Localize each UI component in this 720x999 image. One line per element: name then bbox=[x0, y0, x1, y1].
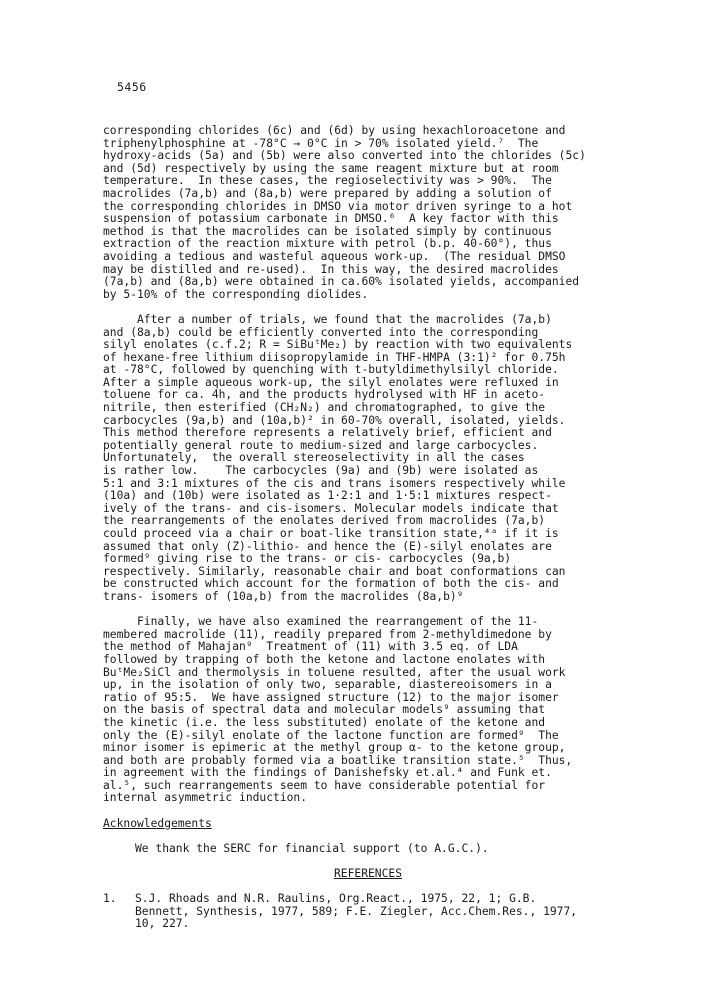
text-line: potentially general route to medium-sized and large carbocycles. bbox=[103, 438, 539, 452]
text-line: corresponding chlorides (6c) and (6d) by using hexachloroacetone and bbox=[103, 124, 566, 137]
text-line: followed by trapping of both the ketone and lactone enolates with bbox=[103, 652, 546, 666]
text-line: may be distilled and re-used). In this way, the desired macrolides bbox=[103, 262, 559, 276]
paragraph bbox=[103, 314, 633, 604]
text-line: nitrile, then esterified (CH₂N₂) and chromatographed, to give the bbox=[103, 401, 546, 415]
text-line: is rather low. The carbocycles (9a) and (9b) were isolated as bbox=[103, 464, 539, 478]
text-line: the kinetic (i.e. the less substituted) enolate of the ketone and bbox=[103, 715, 546, 729]
text-line: the corresponding chlorides in DMSO via motor driven syringe to a hot bbox=[103, 199, 573, 213]
text-line: carbocycles (9a,b) and (10a,b)² in 60-70% overall, isolated, yields. bbox=[103, 413, 566, 427]
text-line: and both are probably formed via a boatlike transition state.⁵ Thus, bbox=[103, 753, 573, 767]
text-line: After a simple aqueous work-up, the silyl enolates were refluxed in bbox=[103, 375, 559, 389]
text-line: suspension of potassium carbonate in DMSO.⁶ A key factor with this bbox=[103, 212, 559, 226]
text-line: 10, 227. bbox=[135, 917, 190, 931]
text-line: Finally, we have also examined the rearrangement of the 11- bbox=[103, 615, 539, 629]
text-line: (7a,b) and (8a,b) were obtained in ca.60% isolated yields, accompanied bbox=[103, 275, 580, 289]
text-line: and (8a,b) could be efficiently converted into the corresponding bbox=[103, 325, 539, 339]
acknowledgements-text: We thank the SERC for financial support (to A.G.C.). bbox=[135, 841, 489, 855]
page-number: 5456 bbox=[117, 80, 147, 94]
text-line: be constructed which account for the formation of both the cis- and bbox=[103, 577, 559, 591]
text-line: avoiding a tedious and wasteful aqueous work-up. (The residual DMSO bbox=[103, 249, 566, 263]
article-body bbox=[103, 125, 633, 931]
text-line: internal asymmetric induction. bbox=[103, 791, 308, 805]
text-line: Bennett, Synthesis, 1977, 589; F.E. Ziegler, Acc.Chem.Res., 1977, bbox=[135, 904, 578, 918]
reference-text bbox=[135, 893, 633, 931]
text-line: method is that the macrolides can be isolated simply by continuous bbox=[103, 224, 552, 238]
paragraph-spacer bbox=[103, 830, 633, 843]
text-line: ively of the trans- and cis-isomers. Molecular models indicate that bbox=[103, 501, 559, 515]
text-line: 5:1 and 3:1 mixtures of the cis and trans isomers respectively while bbox=[103, 476, 566, 490]
text-line: the rearrangements of the enolates derived from macrolides (7a,b) bbox=[103, 514, 546, 528]
text-line: on the basis of spectral data and molecular models⁹ assuming that bbox=[103, 703, 546, 717]
reference-item bbox=[103, 893, 633, 931]
acknowledgements-heading: Acknowledgements bbox=[103, 816, 212, 830]
text-line: assumed that only (Z)-lithio- and hence the (E)-silyl enolates are bbox=[103, 539, 552, 553]
text-line: and (5d) respectively by using the same reagent mixture but at room bbox=[103, 161, 559, 175]
text-line: Unfortunately, the overall stereoselectivity in all the cases bbox=[103, 451, 525, 465]
paragraph-spacer bbox=[103, 805, 633, 818]
text-line: by 5-10% of the corresponding diolides. bbox=[103, 287, 369, 301]
text-line: only the (E)-silyl enolate of the lactone function are formed⁹ The bbox=[103, 728, 559, 742]
text-line: (10a) and (10b) were isolated as 1·2:1 and 1·5:1 mixtures respect- bbox=[103, 489, 552, 503]
text-line: temperature. In these cases, the regioselectivity was > 90%. The bbox=[103, 174, 552, 188]
text-line: After a number of trials, we found that the macrolides (7a,b) bbox=[103, 312, 552, 326]
text-line: toluene for ca. 4h, and the products hydrolysed with HF in aceto- bbox=[103, 388, 546, 402]
text-line: al.⁵, such rearrangements seem to have considerable potential for bbox=[103, 778, 546, 792]
text-line: extraction of the reaction mixture with petrol (b.p. 40-60°), thus bbox=[103, 237, 552, 251]
text-line: membered macrolide (11), readily prepared from 2-methyldimedone by bbox=[103, 627, 552, 641]
text-line: ratio of 95:5. We have assigned structure (12) to the major isomer bbox=[103, 690, 559, 704]
text-line: the method of Mahajan⁹ Treatment of (11) with 3.5 eq. of LDA bbox=[103, 640, 518, 654]
paragraph bbox=[103, 125, 633, 301]
text-line: This method therefore represents a relatively brief, efficient and bbox=[103, 426, 552, 440]
text-line: macrolides (7a,b) and (8a,b) were prepared by adding a solution of bbox=[103, 186, 552, 200]
paragraph bbox=[103, 616, 633, 805]
text-line: could proceed via a chair or boat-like transition state,⁴ᵃ if it is bbox=[103, 527, 559, 540]
text-line: triphenylphosphine at -78°C → 0°C in > 70% isolated yield.⁷ The bbox=[103, 136, 539, 150]
text-line: at -78°C, followed by quenching with t-butyldimethylsilyl chloride. bbox=[103, 363, 559, 377]
reference-number: 1. bbox=[103, 892, 117, 906]
text-line: respectively. Similarly, reasonable chair and boat conformations can bbox=[103, 564, 566, 578]
text-line: minor isomer is epimeric at the methyl group α- to the ketone group, bbox=[103, 741, 566, 755]
text-line: in agreement with the findings of Danishefsky et.al.⁴ and Funk et. bbox=[103, 766, 552, 780]
text-line: trans- isomers of (10a,b) from the macrolides (8a,b)⁹ bbox=[103, 589, 464, 603]
text-line: up, in the isolation of only two, separable, diastereoisomers in a bbox=[103, 678, 552, 692]
text-line: of hexane-free lithium diisopropylamide in THF-HMPA (3:1)² for 0.75h bbox=[103, 350, 566, 364]
text-line: S.J. Rhoads and N.R. Raulins, Org.React., 1975, 22, 1; G.B. bbox=[135, 892, 537, 906]
text-line: silyl enolates (c.f.2; R = SiBuᵗMe₂) by reaction with two equivalents bbox=[103, 338, 573, 352]
text-line: formed⁹ giving rise to the trans- or cis- carbocycles (9a,b) bbox=[103, 552, 512, 566]
references-heading: REFERENCES bbox=[333, 867, 402, 881]
text-line: hydroxy-acids (5a) and (5b) were also converted into the chlorides (5c) bbox=[103, 149, 586, 163]
text-line: BuᵗMe₂SiCl and thermolysis in toluene resulted, after the usual work bbox=[103, 665, 566, 679]
